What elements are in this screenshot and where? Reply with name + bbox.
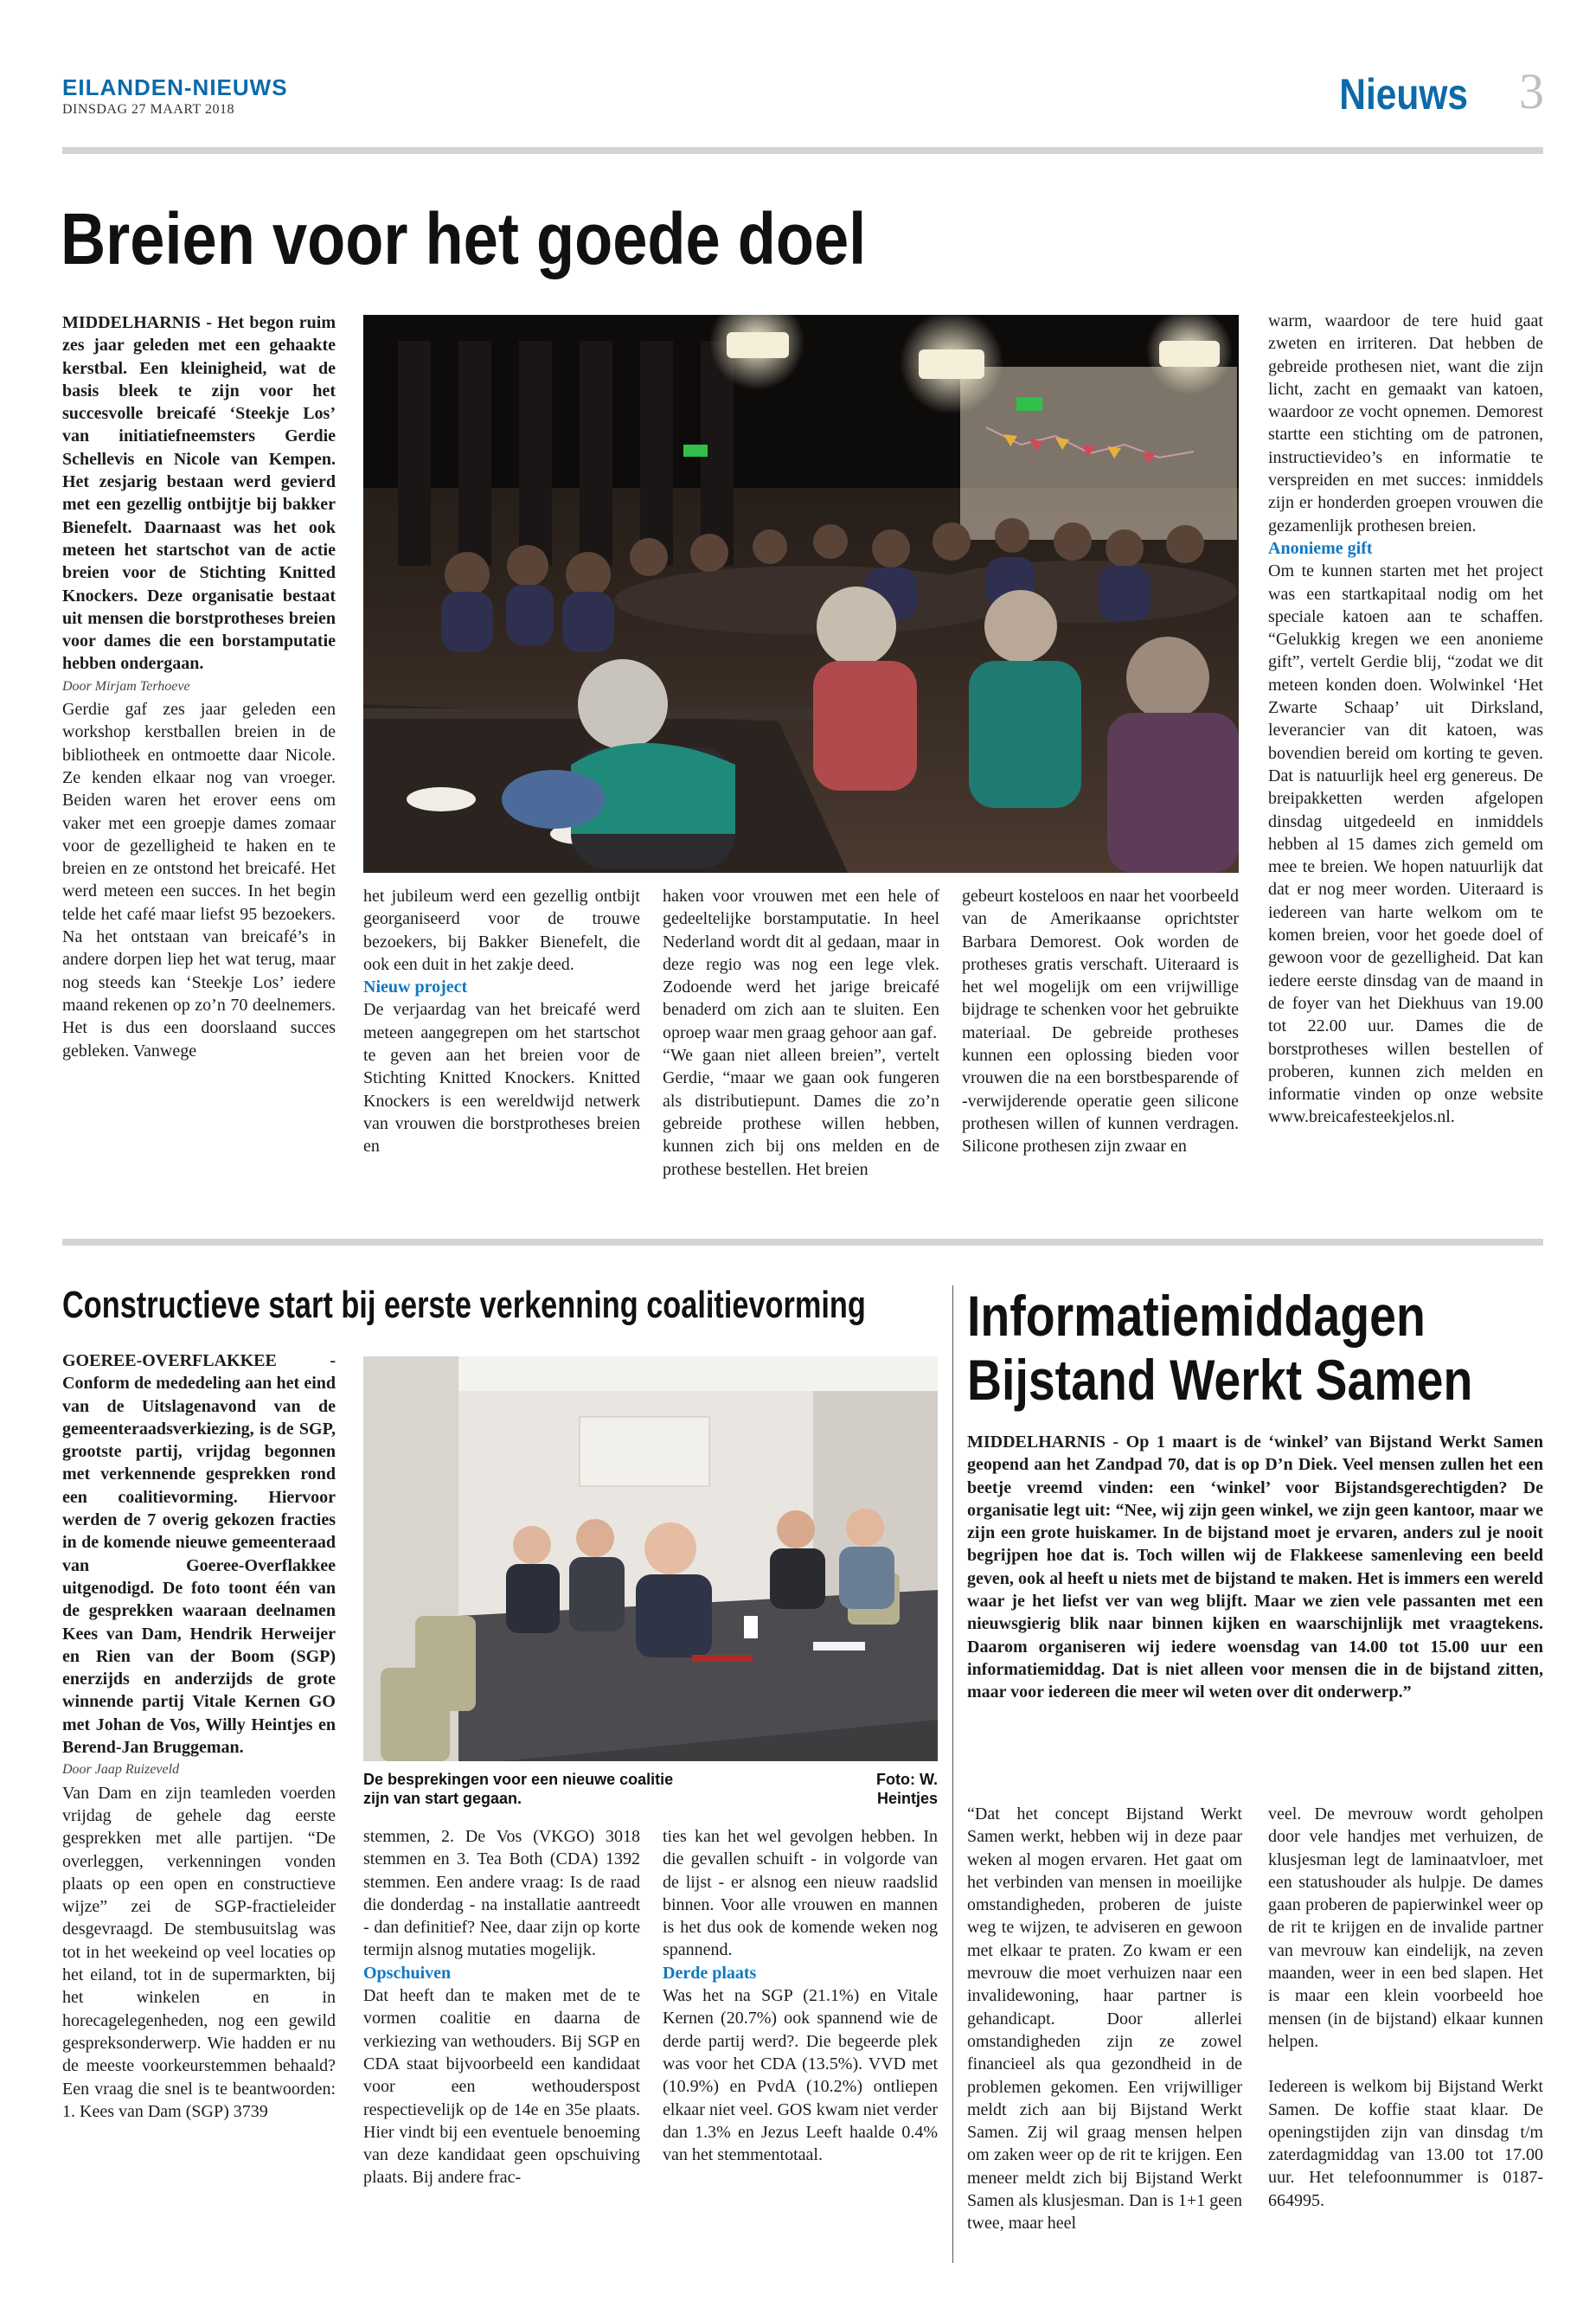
body-text: haken voor vrouwen met een hele of gedeeltelijke borstamputatie. In heel Nederland wordt dit al gedaan, maar in deze regio was nog een lege vlek. Zodoende werd het jarige breicafé benaderd om zich aan te sluiten. Een oproep waar men graag gehoor aan gaf. <box>663 887 939 1042</box>
article-column <box>663 885 939 1181</box>
coalition-meeting-photo <box>363 1356 938 1761</box>
article-lead: MIDDELHARNIS - Op 1 maart is de ‘winkel’ van Bijstand Werkt Samen geopend aan het Zandpad 70, dat is op D’n Diek. Veel mensen zullen het een beetje vreemd vinden: een ‘winkel’ voor Bijstandsgerechtigden? De organisatie legt uit: “Nee, wij zijn geen winkel, we zijn geen kantoor, maar we zijn een grote huiskamer. In de bijstand moet je ervaren, anders zul je nooit begrijpen hoe dat is. Toch willen wij de Flakkeese samenleving een beeld geven, ook al heeft u niets met de bijstand te maken. Het is immers een wereld waar je het liefst ver van weg blijft. Maar we zien vele passanten met een nieuwsgierig blik naar binnen kijken en waarschijnlijk met vraagtekens. Daarom organiseren wij iedere woensdag van 14.00 tot 15.00 uur een informatiemiddag. Dat is niet alleen voor mensen die in de bijstand zitten, maar voor iedereen die meer wil weten over dit onderwerp.” <box>967 1433 1543 1702</box>
article-column <box>363 1825 640 2189</box>
body-text: het jubileum werd een gezellig ontbijt georganiseerd voor de trouwe bezoekers, bij Bakker Bienefelt, die ook een duit in het zakje deed. <box>363 887 640 974</box>
section-title: Nieuws <box>1339 70 1468 119</box>
column-separator <box>952 1285 953 2263</box>
article-column <box>1268 310 1543 1129</box>
body-text: Van Dam en zijn teamleden voerden vrijdag de gehele dag eerste gesprekken met alle partijen. “De overleggen, verkenningen vonden plaats op een open en constructieve wijze” zei de SGP-fractieleider desgevraagd. De stembusuitslag was tot in het weekeind op veel locaties op het eiland, tot in de supermarkten, bij het winkelen en in horecagelegenheden, nog een gewild gespreksonderwerp. Wie hadden er nu de meeste voorkeurstemmen behaald? Een vraag die snel is te beantwoorden: 1. Kees van Dam (SGP) 3739 <box>62 1783 336 2121</box>
body-text: Dat heeft dan te maken met de te vormen coalitie en daarna de verkiezing van wethouders. Bij SGP en CDA staat bijvoorbeeld een kandidaat voor een wethouderspost respectievelijk op de 14e en 35e plaats. Hier vindt bij een eventuele benoeming van deze kandidaat geen opschuiving plaats. Bij andere frac- <box>363 1986 640 2188</box>
article-column <box>962 885 1239 1158</box>
page-number: 3 <box>1519 63 1544 119</box>
body-text: “We gaan niet alleen breien”, vertelt Gerdie, “maar we gaan ook fungeren als distributiepunt. Dames die zo’n gebreide prothese willen hebben, kunnen zich bij ons melden en de prothese bestellen. Het breien <box>663 1046 939 1179</box>
subheading: Anonieme gift <box>1268 538 1373 558</box>
headline-line: Informatiemiddagen <box>967 1284 1426 1348</box>
subheading: Nieuw project <box>363 977 468 997</box>
byline: Door Mirjam Terhoeve <box>62 678 190 694</box>
article-lead-block <box>967 1431 1543 1704</box>
article-column <box>62 311 336 1062</box>
body-text: stemmen, 2. De Vos (VKGO) 3018 stemmen en 3. Tea Both (CDA) 1392 stemmen. Een andere vraag: Is de raad die donderdag - na installatie aantreedt - dan definitief? Nee, daar zijn op korte termijn alsnog mutaties mogelijk. <box>363 1827 640 1960</box>
article-lead: MIDDELHARNIS - Het begon ruim zes jaar geleden met een gehaakte kerstbal. Een kleinigheid, wat de basis bleek te zijn voor het succesvolle breicafé ‘Steekje Los’ van initiatiefneemsters Gerdie Schellevis en Nicole van Kempen. Het zesjarig bestaan werd gevierd met een gezellig ontbijtje bij bakker Bienefelt. Daarnaast was het ook meteen het startschot van de actie breien voor de Stichting Knitted Knockers. Deze organisatie bestaat uit mensen die borstprotheses breien voor dames die een borstamputatie hebben ondergaan. <box>62 313 336 674</box>
knitting-cafe-photo <box>363 315 1239 873</box>
article-lead: GOEREE-OVERFLAKKEE - Conform de mededeling aan het eind van de Uitslagenavond van de gemeenteraadsverkiezing, is de SGP, grootste partij, vrijdag begonnen met verkennende gesprekken rond een coalitievorming. Hiervoor werden de 7 overig gekozen fracties in de komende nieuwe gemeenteraad van Goeree-Overflakkee uitgenodigd. De foto toont één van de gesprekken waaraan deelnamen Kees van Dam, Hendrik Herweijer en Rien van der Boom (SGP) enerzijds en anderzijds de grote winnende partij Vitale Kernen GO met Johan de Vos, Willy Heintjes en Berend-Jan Bruggeman. <box>62 1351 336 1758</box>
subheading: Opschuiven <box>363 1963 452 1983</box>
article-column <box>363 885 640 1158</box>
body-text: Iedereen is welkom bij Bijstand Werkt Samen. De koffie staat klaar. De openingstijden zijn van dinsdag t/m zaterdagmiddag van 13.00 tot 17.00 uur. Het telefoonnummer is 0187-664995. <box>1268 2077 1543 2210</box>
article-headline <box>967 1284 1472 1412</box>
article-column <box>1268 1803 1543 2212</box>
body-text: ties kan het wel gevolgen hebben. In die gevallen schuift - in volgorde van de lijst - er alsnog een nieuw raadslid binnen. Voor alle vrouwen en mannen is het dus ook de komende weken nog spannend. <box>663 1827 938 1960</box>
body-text: Was het na SGP (21.1%) en Vitale Kernen (20.7%) ook spannend wie de derde partij werd?. Die begeerde plek was voor het CDA (13.5%). VVD met (10.9%) en PvdA (10.2%) ontliepen elkaar niet veel. GOS kwam niet verder dan 1.3% en Jezus Leeft haalde 0.4% van het stemmentotaal. <box>663 1986 938 2165</box>
section-rule <box>62 1239 1543 1246</box>
header-rule <box>62 147 1543 154</box>
headline-line: Bijstand Werkt Samen <box>967 1348 1473 1412</box>
issue-date: DINSDAG 27 MAART 2018 <box>62 102 235 117</box>
article-headline: Breien voor het goede doel <box>61 198 867 279</box>
body-text: gebeurt kosteloos en naar het voorbeeld van de Amerikaanse oprichtster Barbara Demorest. Ook worden de protheses gratis verschaft. Uiteraard is het wel mogelijk om een vrijwillige bijdrage te schenken voor het gebruikte materiaal. De gebreide protheses kunnen een oplossing bieden voor vrouwen die na een borstbesparende of -verwijderende operatie geen silicone prothesen willen of kunnen verdragen. Silicone prothesen zijn zwaar en <box>962 887 1239 1157</box>
newspaper-logo: EILANDEN-NIEUWS <box>62 74 288 100</box>
body-text: De verjaardag van het breicafé werd meteen aangegrepen om het startschot te geven aan het breien voor de Stichting Knitted Knockers. Knitted Knockers is een wereldwijd netwerk van vrouwen die borstprotheses breien en <box>363 1000 640 1157</box>
body-text: warm, waardoor de tere huid gaat zweten en irriteren. Dat hebben de gebreide prothesen niet, want die zijn licht, zacht en gemaakt van katoen, waardoor ze vocht opnemen. Demorest startte een stichting om de patronen, instructievideo’s en informatie te verspreiden en met succes: inmiddels zijn er honderden groepen vrouwen die gezamenlijk prothesen breien. <box>1268 311 1543 535</box>
article-column <box>663 1825 938 2166</box>
article-headline: Constructieve start bij eerste verkenning coalitievorming <box>62 1284 866 1326</box>
photo-caption: De besprekingen voor een nieuwe coalitie zijn van start gegaan. <box>363 1771 674 1807</box>
body-text: veel. De mevrouw wordt geholpen door vele handjes met verhuizen, de klusjesman legt de laminaatvloer, met een statushouder als hulpje. De dames gaan proberen de papierwinkel weer op de rit te krijgen en de invalide partner van mevrouw kan eindelijk, na zeven maanden, weer in een bed slapen. Het is maar een klein voorbeeld hoe mensen (in de bijstand) elkaar kunnen helpen. <box>1268 1804 1543 2051</box>
article-column <box>967 1803 1242 2235</box>
byline: Door Jaap Ruizeveld <box>62 1762 180 1778</box>
body-text: Gerdie gaf zes jaar geleden een workshop kerstballen breien in de bibliotheek en ontmoette daar Nicole. Ze kenden elkaar nog van vroeger. Beiden waren het erover eens om vaker met een groepje dames zomaar voor de gezelligheid te haken en te breien en ze ontstond het breicafé. Het werd meteen een succes. In het begin telde het café maar liefst 95 bezoekers. Na het ontstaan van breicafé’s in andere dorpen liep het wat terug, maar nog steeds kan ‘Steekje Los’ iedere maand rekenen op zo’n 70 deelnemers. Het is dus een doorslaand succes gebleken. Vanwege <box>62 700 336 1061</box>
article-column <box>62 1349 336 2123</box>
body-text: Om te kunnen starten met het project was een startkapitaal nodig om het speciale katoen aan te schaffen. “Gelukkig kregen we een anonieme gift”, vertelt Gerdie blij, “zodat we dit meteen konden doen. Wolwinkel ‘Het Zwarte Schaap’ uit Dirksland, leverancier van dit katoen, was bovendien bereid om korting te geven. Dat is natuurlijk heel erg genereus. De breipakketten werden afgelopen dinsdag uitgedeeld en inmiddels hebben al 15 dames zich gemeld om mee te breien. We hopen natuurlijk dat dat er nog meer worden. Uiteraard is iedereen van harte welkom om te komen breien, voor het goede doel of gewoon voor de gezelligheid. Dat kan iedere eerste dinsdag van de maand in de foyer van het Diekhuus van 19.00 tot 22.00 uur. Dames die de borstprotheses willen bestellen of proberen, kunnen zich melden en informatie vinden op onze website www.breicafesteekjelos.nl. <box>1268 561 1543 1127</box>
body-text: “Dat het concept Bijstand Werkt Samen werkt, hebben wij in deze paar weken al mogen ervaren. Het gaat om het verbinden van mensen in moeilijke omstandigheden, proberen de juiste weg te wijzen, te adviseren en gewoon met elkaar te praten. Zo kwam er een mevrouw die moet verhuizen naar een invalidewoning, haar partner is gehandicapt. Door allerlei omstandigheden zijn ze zowel financieel als qua gezondheid in de problemen gekomen. Een vrijwilliger meldt zich aan bij Bijstand Werkt Samen. Zij wil graag mensen helpen om zaken weer op de rit te krijgen. Een meneer meldt zich bij Bijstand Werkt Samen als klusjesman. Dan is 1+1 geen twee, maar heel <box>967 1804 1242 2234</box>
subheading: Derde plaats <box>663 1963 757 1983</box>
photo-credit: Foto: W. Heintjes <box>876 1771 938 1807</box>
